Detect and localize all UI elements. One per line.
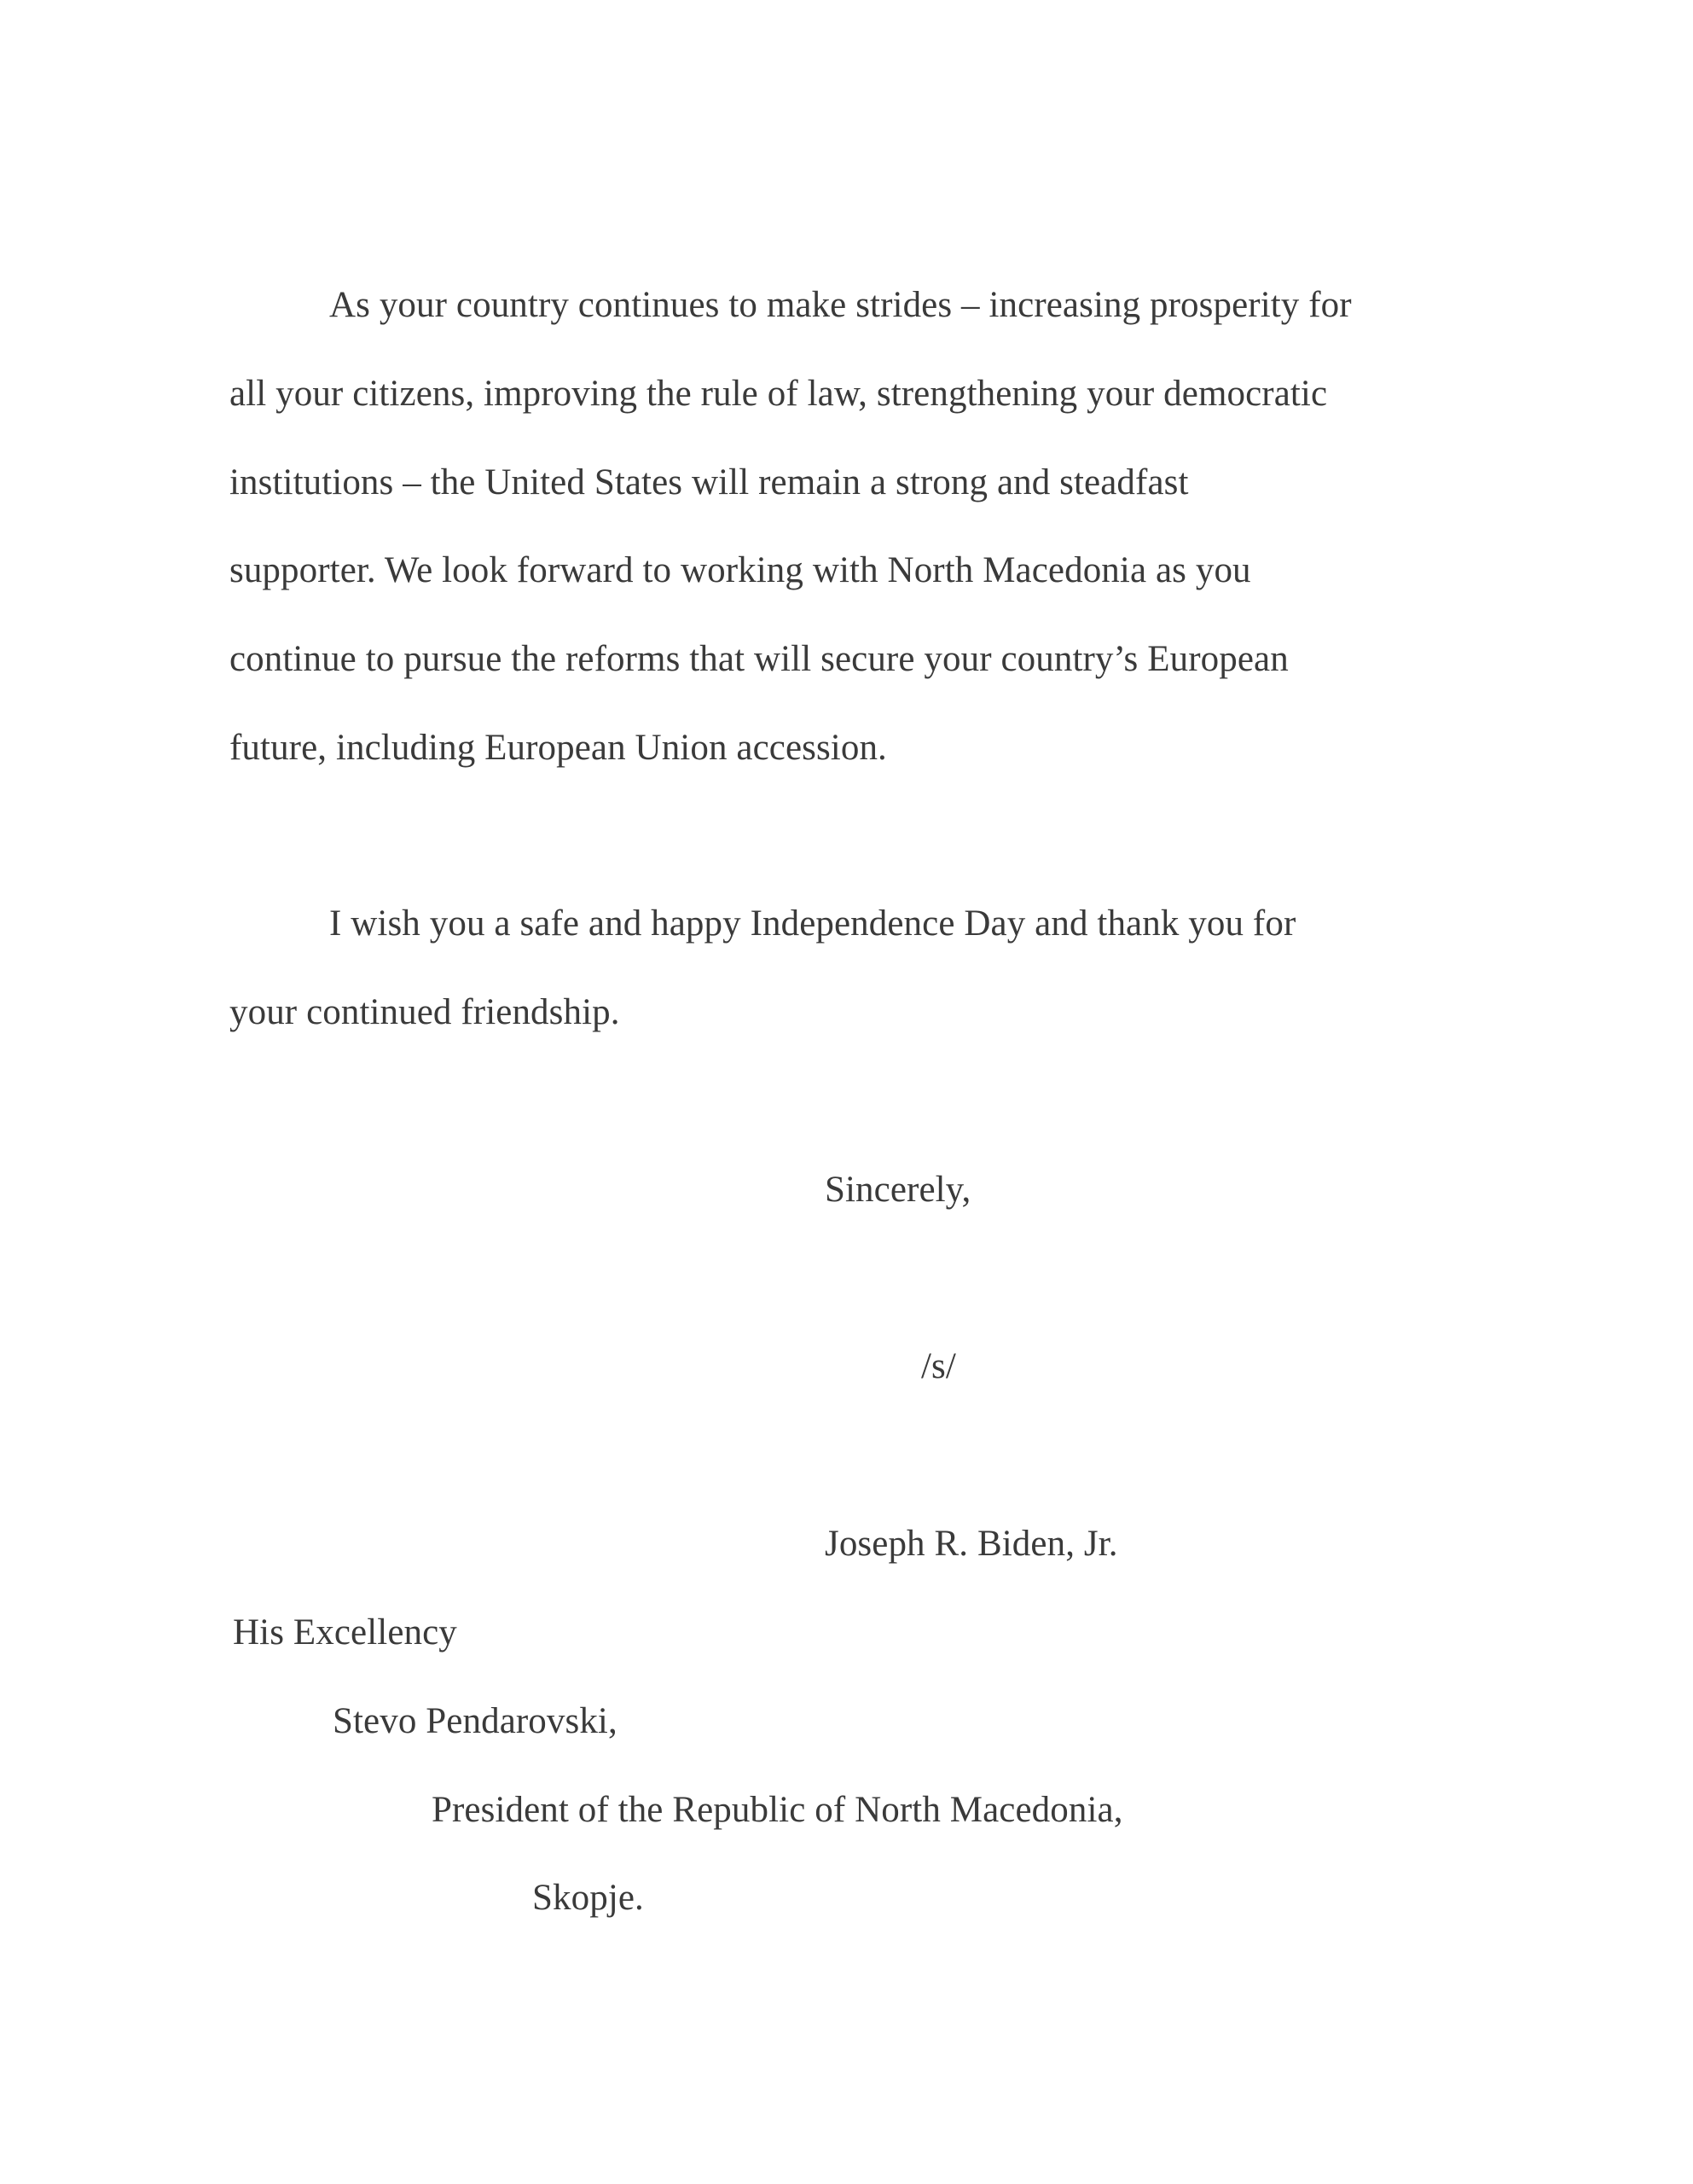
recipient-name: Stevo Pendarovski, (333, 1701, 617, 1741)
signature-mark: /s/ (921, 1346, 956, 1386)
paragraph-1-line-6: future, including European Union accession. (229, 728, 887, 768)
paragraph-1-line-3: institutions – the United States will remain a strong and steadfast (229, 462, 1189, 502)
paragraph-2-line-1: I wish you a safe and happy Independence Day and thank you for (329, 903, 1296, 944)
paragraph-1-line-5: continue to pursue the reforms that will secure your country’s European (229, 639, 1289, 679)
closing: Sincerely, (825, 1170, 971, 1210)
recipient-city: Skopje. (532, 1878, 644, 1918)
paragraph-2-line-2: your continued friendship. (229, 992, 620, 1032)
recipient-title: President of the Republic of North Macedonia, (432, 1790, 1123, 1830)
paragraph-1-line-4: supporter. We look forward to working with North Macedonia as you (229, 550, 1251, 590)
paragraph-1-line-2: all your citizens, improving the rule of law, strengthening your democratic (229, 374, 1328, 414)
paragraph-1-line-1: As your country continues to make strides – increasing prosperity for (329, 285, 1352, 325)
recipient-salutation: His Excellency (233, 1612, 457, 1653)
signatory-name: Joseph R. Biden, Jr. (825, 1524, 1118, 1564)
